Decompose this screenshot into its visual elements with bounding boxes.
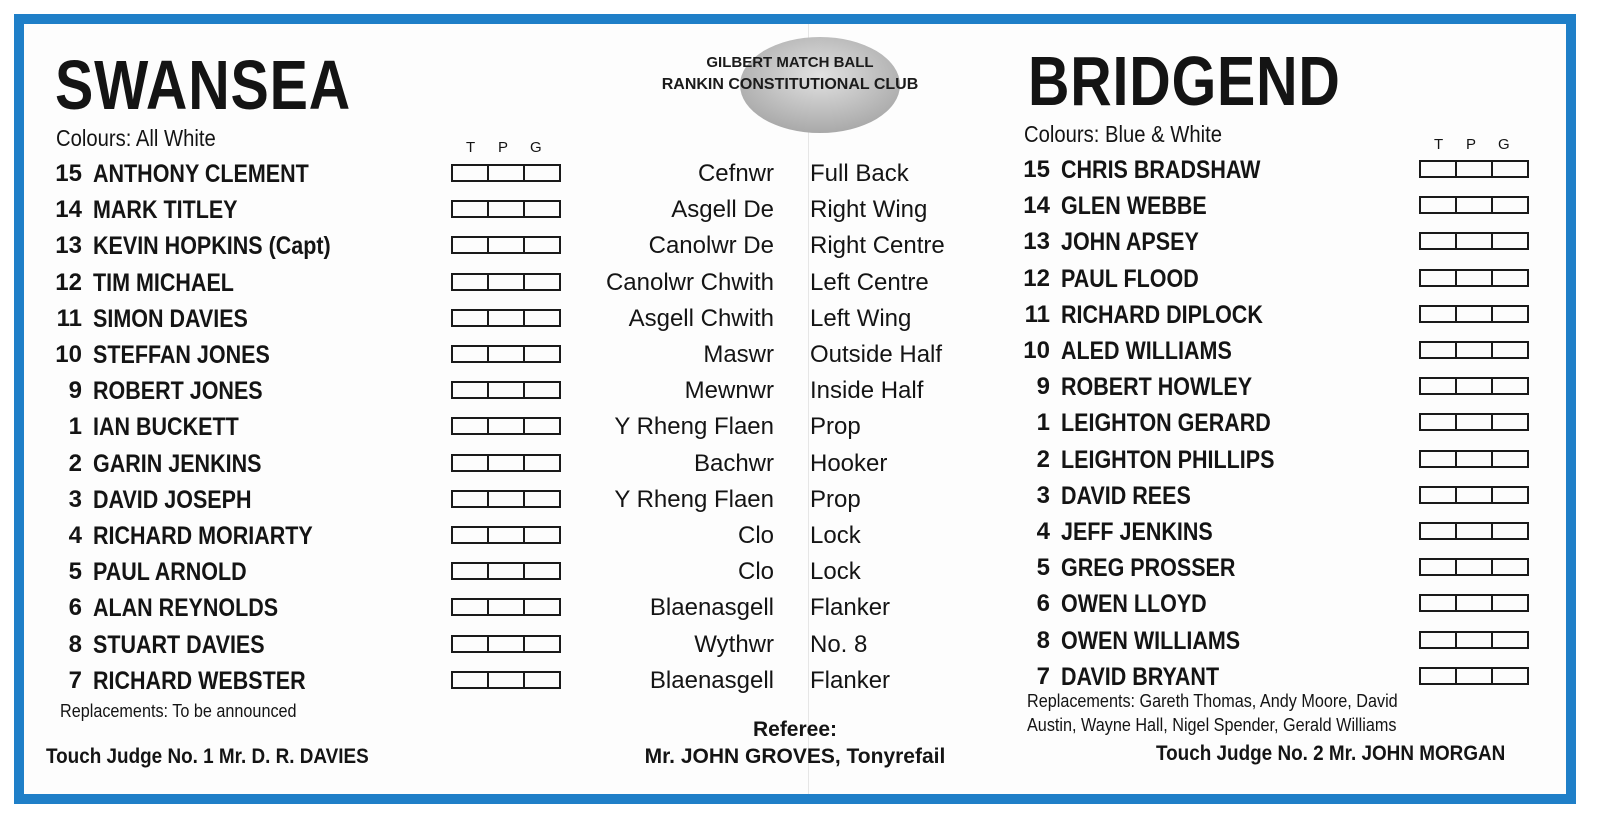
welsh-position: Cefnwr	[697, 160, 774, 187]
player-name: LEIGHTON GERARD	[1061, 409, 1271, 438]
away-player-row	[0, 369, 1600, 405]
player-name: DAVID REES	[1061, 481, 1191, 510]
english-position: Prop	[810, 485, 861, 513]
score-box	[1457, 307, 1493, 321]
jersey-number: 2	[1036, 445, 1050, 473]
jersey-number: 1	[68, 413, 82, 441]
score-box	[1457, 633, 1493, 647]
away-player-row	[0, 152, 1600, 188]
tpg-p: P	[498, 139, 509, 156]
tpg-p: P	[1466, 136, 1477, 153]
tpg-score-boxes	[1419, 486, 1529, 504]
welsh-position: Canolwr De	[648, 232, 774, 260]
player-name: GARIN JENKINS	[93, 449, 262, 478]
score-box	[1493, 633, 1527, 647]
score-box	[1421, 343, 1457, 357]
tpg-score-boxes	[1419, 269, 1529, 287]
score-box	[1493, 669, 1527, 683]
score-box	[1457, 343, 1493, 357]
english-position: Prop	[810, 413, 861, 441]
jersey-number: 9	[1036, 373, 1050, 401]
score-box	[1493, 307, 1527, 321]
score-box	[1457, 415, 1493, 429]
english-position: Hooker	[810, 449, 888, 477]
player-name: LEIGHTON PHILLIPS	[1061, 445, 1275, 474]
score-box	[1457, 560, 1493, 574]
tpg-score-boxes	[1419, 341, 1529, 359]
away-player-row	[0, 297, 1600, 333]
jersey-number: 6	[68, 594, 82, 622]
jersey-number: 6	[1036, 590, 1050, 618]
player-name: ALAN REYNOLDS	[93, 594, 279, 623]
jersey-number: 13	[55, 232, 82, 260]
player-name: DAVID BRYANT	[1061, 662, 1220, 691]
english-position: Flanker	[810, 594, 891, 622]
player-name: RICHARD WEBSTER	[93, 666, 306, 695]
jersey-number: 7	[68, 666, 82, 694]
tpg-t: T	[466, 139, 476, 156]
english-position: Right Wing	[810, 196, 928, 224]
english-position: No. 8	[810, 630, 868, 658]
away-player-row	[0, 550, 1600, 586]
tpg-score-boxes	[1419, 305, 1529, 323]
ball-sponsor-line1: GILBERT MATCH BALL	[706, 54, 874, 71]
welsh-position: Clo	[737, 522, 774, 549]
score-box	[1457, 452, 1493, 466]
tpg-score-boxes	[1419, 160, 1529, 178]
jersey-number: 5	[1036, 554, 1050, 582]
home-colours: Colours: All White	[56, 125, 216, 151]
english-position: Inside Half	[810, 377, 924, 405]
welsh-position: Asgell Chwith	[628, 304, 774, 332]
jersey-number: 3	[1036, 481, 1050, 509]
player-name: DAVID JOSEPH	[93, 485, 252, 514]
tpg-score-boxes	[1419, 196, 1529, 214]
score-box	[1421, 415, 1457, 429]
jersey-number: 14	[55, 196, 82, 224]
score-box	[1421, 524, 1457, 538]
score-box	[1493, 415, 1527, 429]
score-box	[1493, 162, 1527, 176]
player-name: MARK TITLEY	[93, 196, 238, 225]
score-box	[1421, 234, 1457, 248]
score-box	[1457, 596, 1493, 610]
tpg-score-boxes	[1419, 558, 1529, 576]
jersey-number: 8	[68, 630, 82, 658]
welsh-position: Canolwr Chwith	[605, 268, 774, 296]
away-player-row	[0, 586, 1600, 622]
player-name: STEFFAN JONES	[93, 341, 270, 369]
away-player-row	[0, 188, 1600, 224]
player-name: RICHARD MORIARTY	[93, 522, 313, 550]
welsh-position: Blaenasgell	[649, 594, 774, 622]
score-box	[1457, 488, 1493, 502]
score-box	[1493, 198, 1527, 212]
player-name: STUART DAVIES	[93, 630, 265, 659]
english-position: Lock	[810, 522, 861, 549]
home-replacements: Replacements: To be announced	[60, 701, 297, 721]
player-name: GREG PROSSER	[1061, 554, 1236, 583]
score-box	[1493, 452, 1527, 466]
away-player-row	[0, 405, 1600, 441]
welsh-position: Y Rheng Flaen	[614, 413, 774, 441]
player-name: OWEN WILLIAMS	[1061, 626, 1241, 655]
home-team-name: SWANSEA	[55, 46, 351, 124]
away-replacements-line2: Austin, Wayne Hall, Nigel Spender, Gerald Williams	[1027, 715, 1397, 735]
tpg-score-boxes	[1419, 377, 1529, 395]
jersey-number: 3	[68, 485, 82, 513]
away-player-row	[0, 514, 1600, 550]
player-name: CHRIS BRADSHAW	[1061, 156, 1261, 184]
jersey-number: 12	[55, 268, 82, 296]
jersey-number: 15	[55, 160, 82, 187]
player-name: ROBERT HOWLEY	[1061, 373, 1253, 402]
welsh-position: Clo	[737, 558, 774, 586]
player-name: GLEN WEBBE	[1061, 192, 1207, 221]
welsh-position: Wythwr	[694, 630, 774, 658]
away-player-row	[0, 224, 1600, 260]
jersey-number: 7	[1036, 662, 1050, 690]
away-player-row	[0, 623, 1600, 659]
player-name: ROBERT JONES	[93, 377, 263, 406]
welsh-position: Maswr	[703, 341, 774, 368]
tpg-score-boxes	[1419, 413, 1529, 431]
tpg-score-boxes	[1419, 522, 1529, 540]
tpg-score-boxes	[1419, 450, 1529, 468]
score-box	[1493, 524, 1527, 538]
score-box	[1421, 669, 1457, 683]
score-box	[1421, 560, 1457, 574]
player-name: OWEN LLOYD	[1061, 590, 1207, 619]
jersey-number: 11	[56, 304, 82, 332]
score-box	[1493, 343, 1527, 357]
player-name: SIMON DAVIES	[93, 304, 248, 333]
score-box	[1493, 560, 1527, 574]
player-name: TIM MICHAEL	[93, 268, 234, 297]
score-box	[1421, 307, 1457, 321]
player-name: JOHN APSEY	[1061, 228, 1199, 257]
referee-name: Mr. JOHN GROVES, Tonyrefail	[644, 745, 946, 768]
jersey-number: 12	[1023, 264, 1050, 292]
player-name: ALED WILLIAMS	[1061, 337, 1232, 365]
tpg-score-boxes	[1419, 232, 1529, 250]
welsh-position: Y Rheng Flaen	[614, 485, 774, 513]
player-name: IAN BUCKETT	[93, 413, 239, 442]
jersey-number: 5	[68, 558, 82, 586]
away-player-row	[0, 442, 1600, 478]
score-box	[1457, 271, 1493, 285]
tpg-g: G	[1498, 136, 1510, 153]
player-name: ANTHONY CLEMENT	[93, 160, 309, 188]
away-team-name: BRIDGEND	[1028, 42, 1341, 120]
welsh-position: Mewnwr	[684, 377, 774, 405]
score-box	[1421, 198, 1457, 212]
away-tpg-header	[1430, 137, 1540, 153]
jersey-number: 11	[1024, 300, 1050, 328]
away-player-row	[0, 261, 1600, 297]
tpg-t: T	[1434, 136, 1444, 153]
jersey-number: 2	[68, 449, 82, 477]
score-box	[1493, 488, 1527, 502]
english-position: Right Centre	[810, 232, 945, 260]
jersey-number: 10	[1023, 337, 1050, 364]
jersey-number: 4	[1036, 518, 1050, 545]
jersey-number: 15	[1023, 156, 1050, 183]
jersey-number: 10	[55, 341, 82, 368]
score-box	[1457, 162, 1493, 176]
away-player-row	[0, 333, 1600, 369]
score-box	[1493, 271, 1527, 285]
jersey-number: 8	[1036, 626, 1050, 654]
score-box	[1421, 271, 1457, 285]
away-player-row	[0, 478, 1600, 514]
english-position: Outside Half	[810, 341, 943, 368]
player-name: PAUL ARNOLD	[93, 558, 247, 587]
jersey-number: 13	[1023, 228, 1050, 256]
jersey-number: 4	[68, 522, 82, 549]
tpg-score-boxes	[1419, 667, 1529, 685]
ball-sponsor-line2: RANKIN CONSTITUTIONAL CLUB	[661, 76, 919, 93]
score-box	[1493, 379, 1527, 393]
welsh-position: Asgell De	[671, 196, 774, 224]
score-box	[1457, 669, 1493, 683]
player-name: KEVIN HOPKINS (Capt)	[93, 232, 331, 261]
referee-label: Referee:	[752, 718, 838, 741]
score-box	[1457, 198, 1493, 212]
score-box	[1457, 234, 1493, 248]
away-colours: Colours: Blue & White	[1024, 121, 1222, 147]
score-box	[1421, 633, 1457, 647]
score-box	[1421, 596, 1457, 610]
score-box	[1421, 452, 1457, 466]
english-position: Full Back	[810, 160, 909, 187]
jersey-number: 9	[68, 377, 82, 405]
jersey-number: 1	[1036, 409, 1050, 437]
score-box	[1421, 162, 1457, 176]
player-name: PAUL FLOOD	[1061, 264, 1199, 293]
english-position: Left Centre	[810, 268, 929, 296]
tpg-score-boxes	[1419, 594, 1529, 612]
score-box	[1493, 234, 1527, 248]
welsh-position: Blaenasgell	[649, 666, 774, 694]
player-name: RICHARD DIPLOCK	[1061, 300, 1263, 329]
touch-judge-1: Touch Judge No. 1 Mr. D. R. DAVIES	[46, 745, 369, 768]
score-box	[1421, 488, 1457, 502]
away-replacements-line1: Replacements: Gareth Thomas, Andy Moore, David	[1027, 691, 1398, 711]
score-box	[1421, 379, 1457, 393]
player-name: JEFF JENKINS	[1061, 518, 1213, 546]
english-position: Flanker	[810, 666, 891, 694]
score-box	[1457, 524, 1493, 538]
english-position: Left Wing	[810, 304, 912, 332]
welsh-position: Bachwr	[693, 449, 774, 477]
tpg-g: G	[530, 139, 542, 156]
tpg-score-boxes	[1419, 631, 1529, 649]
score-box	[1493, 596, 1527, 610]
jersey-number: 14	[1023, 192, 1050, 220]
touch-judge-2: Touch Judge No. 2 Mr. JOHN MORGAN	[1156, 742, 1506, 765]
score-box	[1457, 379, 1493, 393]
english-position: Lock	[810, 558, 861, 586]
